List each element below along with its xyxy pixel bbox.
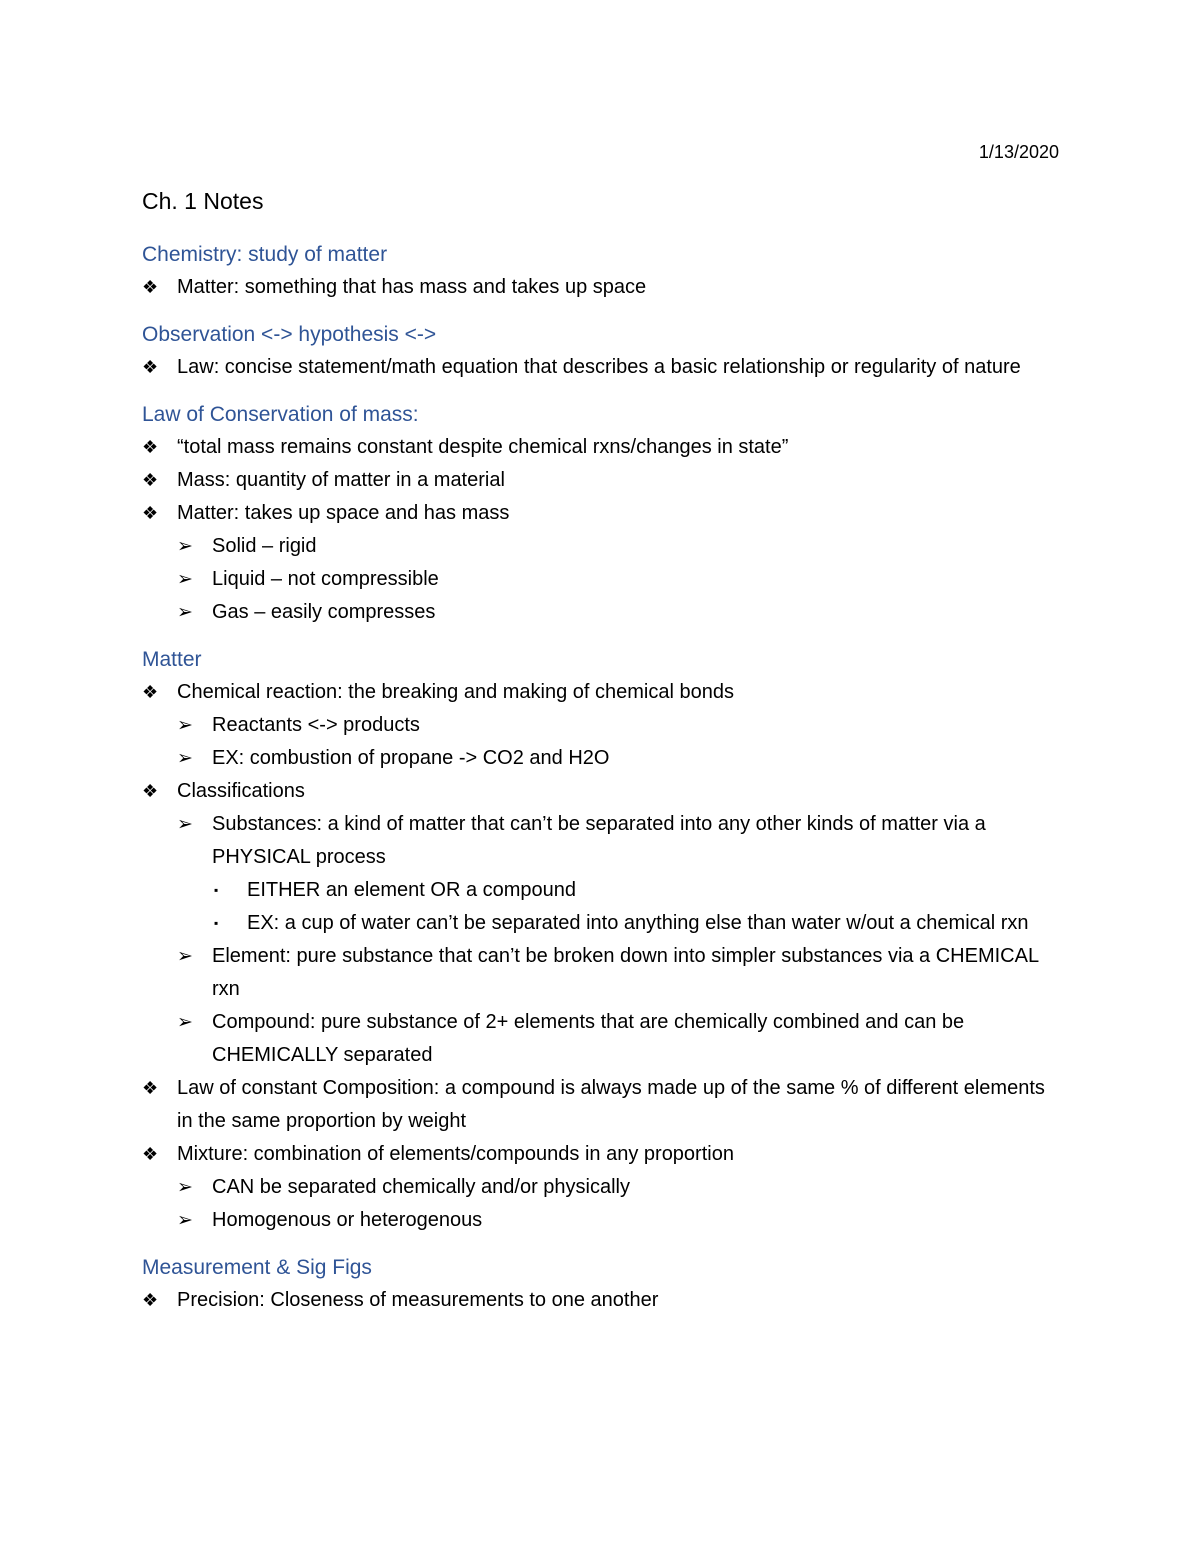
section-heading: Matter	[142, 648, 202, 671]
bullet-list-level-0	[142, 676, 1062, 1237]
list-item	[177, 596, 1062, 629]
diamond-bullet-icon: ❖	[142, 781, 159, 801]
list-item-text: Substances: a kind of matter that can’t be separated into any other kinds of matter via a PHYSICAL process	[212, 813, 986, 868]
arrow-bullet-icon: ➢	[177, 1177, 193, 1198]
arrow-bullet-icon: ➢	[177, 602, 193, 623]
list-item	[212, 907, 1062, 940]
list-item	[142, 464, 1062, 497]
arrow-bullet-icon: ➢	[177, 1012, 193, 1033]
list-item-text: Solid – rigid	[212, 535, 317, 557]
list-item	[142, 1284, 1062, 1317]
bullet-list-level-0	[142, 1284, 1062, 1317]
section-heading: Observation <-> hypothesis <->	[142, 323, 437, 346]
list-item	[142, 497, 1062, 629]
list-item	[142, 431, 1062, 464]
arrow-bullet-icon: ➢	[177, 1210, 193, 1231]
section	[142, 399, 1062, 629]
bullet-list-level-1	[177, 530, 1062, 629]
list-item-text: “total mass remains constant despite chemical rxns/changes in state”	[177, 436, 789, 458]
diamond-bullet-icon: ❖	[142, 682, 159, 702]
bullet-list-level-0	[142, 431, 1062, 629]
notes-body	[142, 239, 1062, 1317]
section	[142, 319, 1062, 384]
bullet-list-level-0	[142, 351, 1062, 384]
document-date: 1/13/2020	[978, 142, 1059, 162]
list-item	[142, 271, 1062, 304]
list-item-text: CAN be separated chemically and/or physically	[212, 1176, 630, 1198]
diamond-bullet-icon: ❖	[142, 1144, 159, 1164]
section	[142, 644, 1062, 1237]
list-item	[177, 742, 1062, 775]
list-item	[177, 530, 1062, 563]
list-item	[177, 940, 1062, 1006]
list-item-text: Classifications	[177, 780, 305, 802]
diamond-bullet-icon: ❖	[142, 357, 159, 377]
section-heading: Chemistry: study of matter	[142, 243, 388, 266]
list-item-text: Law: concise statement/math equation that describes a basic relationship or regularity of nature	[177, 356, 1021, 378]
diamond-bullet-icon: ❖	[142, 470, 159, 490]
arrow-bullet-icon: ➢	[177, 536, 193, 557]
list-item-text: Element: pure substance that can’t be broken down into simpler substances via a CHEMICAL rxn	[212, 945, 1039, 1000]
list-item-text: Mass: quantity of matter in a material	[177, 469, 505, 491]
arrow-bullet-icon: ➢	[177, 814, 193, 835]
list-item	[212, 874, 1062, 907]
list-item-text: Matter: takes up space and has mass	[177, 502, 510, 524]
list-item-text: Compound: pure substance of 2+ elements that are chemically combined and can be CHEMICALLY separated	[212, 1011, 965, 1066]
document-title: Ch. 1 Notes	[142, 188, 264, 214]
list-item	[142, 1072, 1062, 1138]
arrow-bullet-icon: ➢	[177, 715, 193, 736]
list-item	[142, 351, 1062, 384]
list-item-text: Reactants <-> products	[212, 714, 420, 736]
list-item-text: Matter: something that has mass and takes up space	[177, 276, 647, 298]
bullet-list-level-1	[177, 808, 1062, 1072]
list-item	[142, 775, 1062, 1072]
section	[142, 239, 1062, 304]
list-item-text: Liquid – not compressible	[212, 568, 439, 590]
square-bullet-icon: ▪	[214, 916, 219, 930]
section	[142, 1252, 1062, 1317]
square-bullet-icon: ▪	[214, 883, 219, 897]
list-item-text: Chemical reaction: the breaking and making of chemical bonds	[177, 681, 734, 703]
list-item-text: EITHER an element OR a compound	[247, 879, 577, 901]
list-item	[177, 808, 1062, 940]
list-item-text: EX: a cup of water can’t be separated into anything else than water w/out a chemical rxn	[247, 912, 1029, 934]
section-heading: Measurement & Sig Figs	[142, 1256, 372, 1279]
arrow-bullet-icon: ➢	[177, 946, 193, 967]
list-item-text: EX: combustion of propane -> CO2 and H2O	[212, 747, 610, 769]
bullet-list-level-1	[177, 709, 1062, 775]
bullet-list-level-2	[212, 874, 1062, 940]
list-item-text: Mixture: combination of elements/compounds in any proportion	[177, 1143, 734, 1165]
list-item	[177, 1006, 1062, 1072]
list-item	[142, 676, 1062, 775]
arrow-bullet-icon: ➢	[177, 748, 193, 769]
diamond-bullet-icon: ❖	[142, 277, 159, 297]
arrow-bullet-icon: ➢	[177, 569, 193, 590]
diamond-bullet-icon: ❖	[142, 503, 159, 523]
section-heading: Law of Conservation of mass:	[142, 403, 419, 426]
diamond-bullet-icon: ❖	[142, 1290, 159, 1310]
bullet-list-level-0	[142, 271, 1062, 304]
list-item	[177, 563, 1062, 596]
list-item-text: Precision: Closeness of measurements to one another	[177, 1289, 659, 1311]
list-item	[177, 709, 1062, 742]
list-item-text: Gas – easily compresses	[212, 601, 436, 623]
list-item	[177, 1171, 1062, 1204]
bullet-list-level-1	[177, 1171, 1062, 1237]
list-item	[142, 1138, 1062, 1237]
list-item-text: Homogenous or heterogenous	[212, 1209, 483, 1231]
list-item-text: Law of constant Composition: a compound is always made up of the same % of different elements in the same proportion by weight	[177, 1077, 1045, 1132]
diamond-bullet-icon: ❖	[142, 437, 159, 457]
diamond-bullet-icon: ❖	[142, 1078, 159, 1098]
list-item	[177, 1204, 1062, 1237]
